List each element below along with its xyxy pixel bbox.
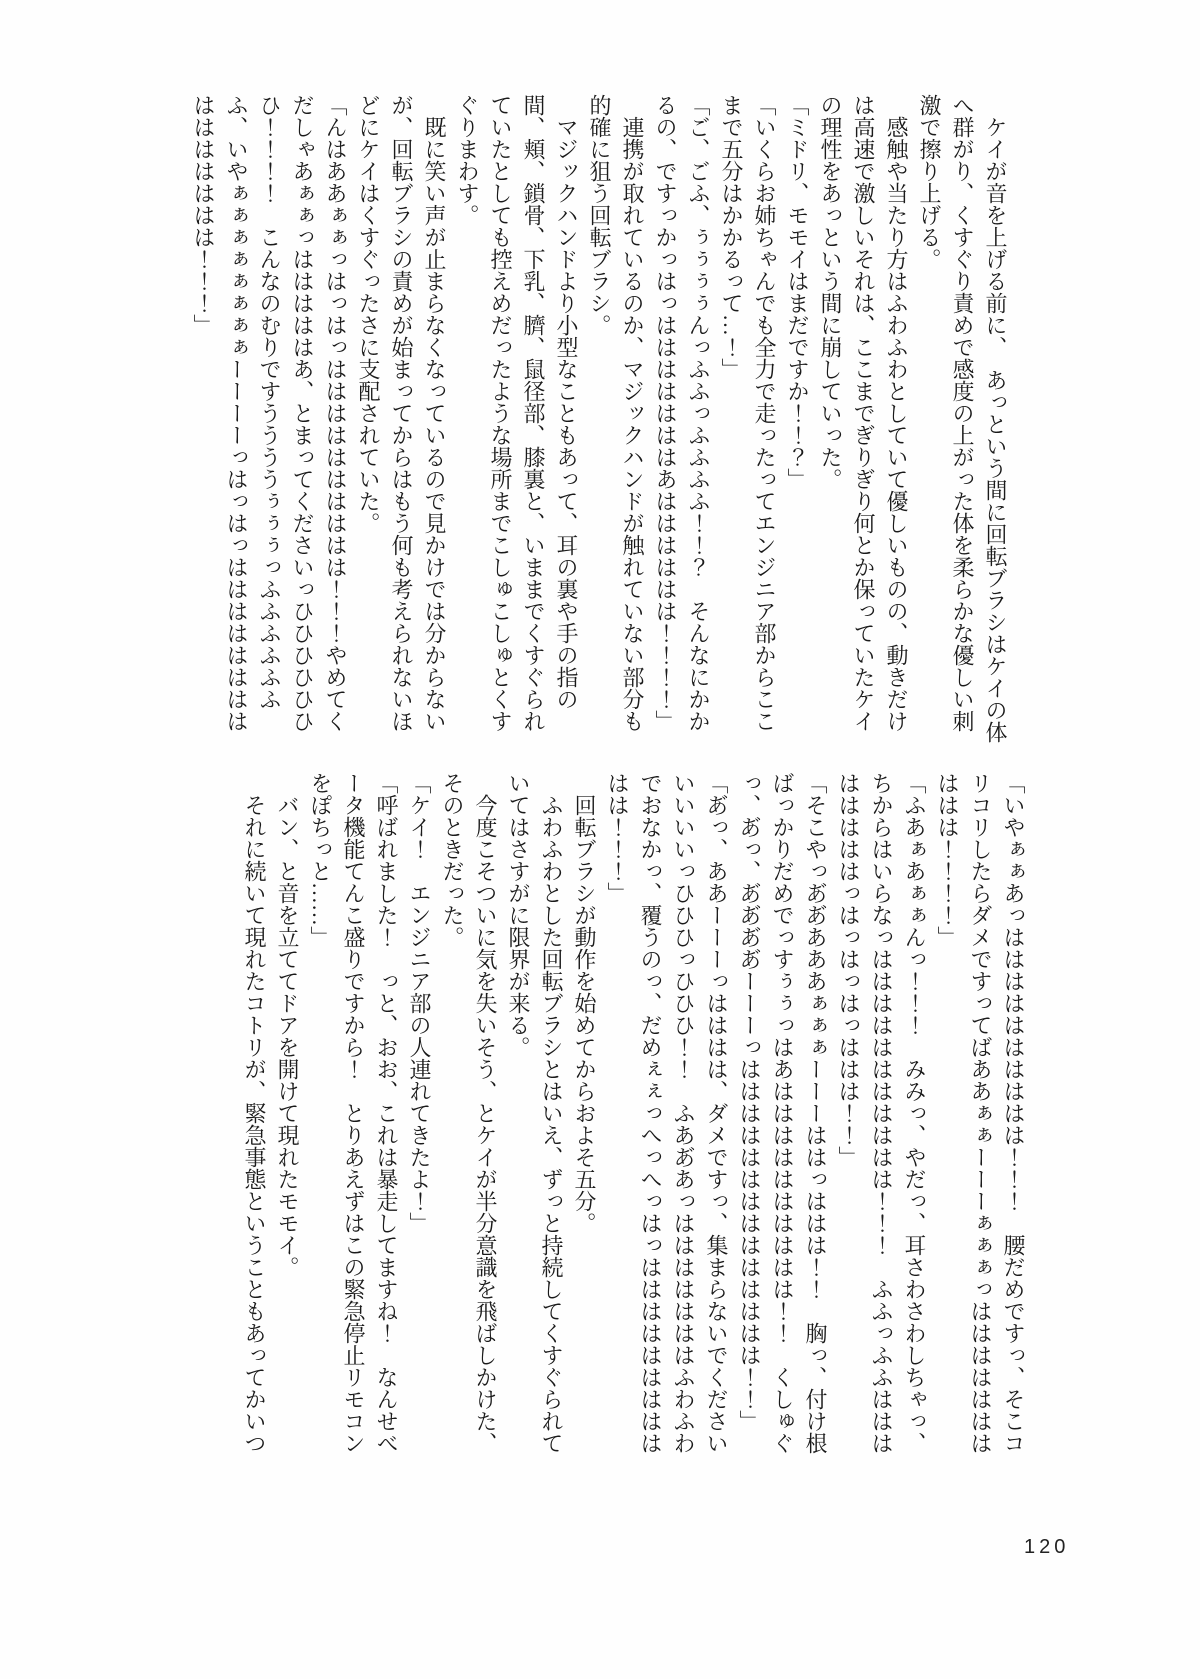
- paragraph: 「そこやっあ゙あ゙あああぁぁぁーーーははっははは！！ 胸っ、付け根ばっかりだめでっすぅぅっはあはははははははははは！！ くしゅぐっ、あ゙っ、あ゙あ゙あ゙あ゙ーーーっはははははははははははははは！！」: [737, 772, 828, 1454]
- top-text-block: [187, 94, 1012, 750]
- paragraph: それに続いて現れたコトリが、緊急事態ということもあってかいつ: [242, 794, 267, 1454]
- paragraph: 既に笑い声が止まらなくなっているので見かけでは分からないが、回転ブラシの責めが始まってからはもう何も考えられないほどにケイはくすぐったさに支配されていた。: [356, 94, 447, 732]
- bottom-text-block: [238, 772, 1030, 1454]
- paragraph: 連携が取れているのか、マジックハンドが触れていない部分も的確に狙う回転ブラシ。: [587, 94, 645, 732]
- paragraph: 「いくらお姉ちゃんでも全力で走ったってエンジニア部からここまで五分はかかるって…！」: [719, 94, 777, 732]
- paragraph: 「いやぁぁあっはははははははははは！！！ 腰だめですっ、そこコリコリしたらダメですってばああぁぁーーーぁぁぁっはははははははははは！！！！」: [935, 772, 1026, 1454]
- paragraph: 回転ブラシが動作を始めてからおよそ五分。: [572, 794, 597, 1234]
- paragraph: マジックハンドより小型なこともあって、耳の裏や手の指の間、頬、鎖骨、下乳、臍、鼠径部、膝裏と、いままでくすぐられていたとしても控えめだったような場所までこしゅこしゅとくすぐりまわす。: [455, 94, 579, 732]
- paragraph: 「呼ばれました！ っと、おお、これは暴走してますね！ なんせべータ機能てんこ盛りですから！ とりあえずはこの緊急停止リモコンをぽちっと……」: [308, 772, 399, 1454]
- page-number: 120: [1024, 1536, 1070, 1558]
- paragraph: 「ケイ！ エンジニア部の人連れてきたよ！」: [407, 772, 432, 1234]
- paragraph: 「あ゙っ、ああーーーっはははは、ダメですっ、集まらないでくださいいいいいっひひひっひひひ！！ ふああ゙あっはははははははふわふわでおなかっ、覆うのっ、だめぇぇっへっへっはっははははははははははは！！！」: [605, 772, 729, 1454]
- paragraph: 「んはああぁぁっはっはっはははははははははは！！！やめてくだしゃあぁぁっはははははあ、とまってくださいっひひひひひひひ！！！！ こんなのむりですううううぅぅぅっふふふふふふふ、いやぁぁぁぁぁぁぁぁーーーーっはっはっははははははははははははははは！！！」: [191, 94, 348, 732]
- paragraph: バン、と音を立ててドアを開けて現れたモモイ。: [275, 794, 300, 1278]
- paragraph: 今度こそついに気を失いそう、とケイが半分意識を飛ばしかけた、そのときだった。: [440, 772, 498, 1454]
- paragraph: 「ふあぁあぁぁんっ！！！ みみっ、やだっ、耳さわさわしちゃっ、ちからはいらなっははははははははははは！！！ ふふっふふははははははははっはっはっはっははは！！」: [836, 772, 927, 1454]
- paragraph: ふわふわとした回転ブラシとはいえ、ずっと持続してくすぐられていてはさすがに限界が来る。: [506, 772, 564, 1454]
- paragraph: 「ミドリ、モモイはまだですか！！？」: [785, 94, 810, 490]
- paragraph: 感触や当たり方はふわふわとしていて優しいものの、動きだけは高速で激しいそれは、ここまでぎりぎり何とか保っていたケイの理性をあっという間に崩していった。: [818, 94, 909, 732]
- paragraph: ケイが音を上げる前に、 あっという間に回転ブラシはケイの体へ群がり、くすぐり責めで感度の上がった体を柔らかな優しい刺激で擦り上げる。: [917, 94, 1008, 743]
- paragraph: 「ご、ごふ、ぅぅぅぅんっふふっふふふふ！！？ そんなにかかるの、ですっかっはっはははははははあはははははは！！！！」: [653, 94, 711, 732]
